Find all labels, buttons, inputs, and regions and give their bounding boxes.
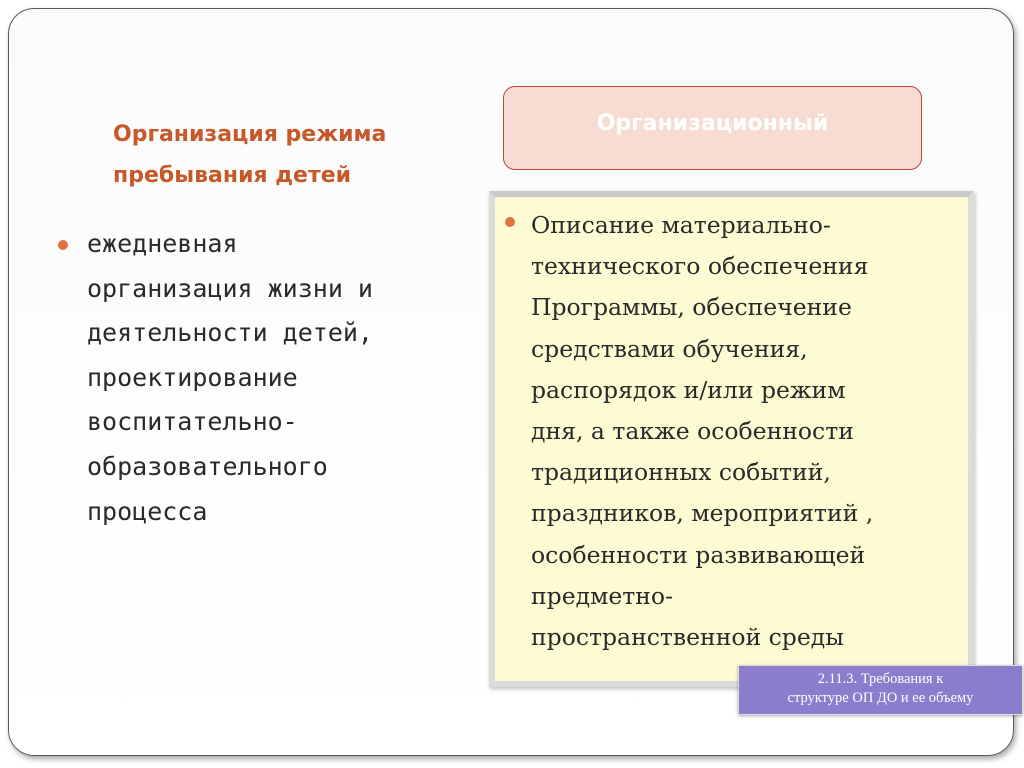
left-bullet-line: воспитательно-: [87, 407, 298, 437]
section-label-box: [503, 86, 922, 170]
right-bullet-line: Описание материально-: [531, 211, 831, 239]
content-box: [489, 191, 974, 687]
right-bullet-line: пространственной среды: [531, 623, 844, 652]
heading-line-2: пребывания детей: [113, 163, 352, 188]
left-bullet-item: [58, 222, 458, 534]
left-bullet-list: [58, 222, 458, 534]
left-bullet-line: организация жизни и: [87, 273, 373, 303]
right-bullet-line: предметно-: [531, 581, 674, 610]
bullet-dot-icon: [58, 240, 68, 250]
left-bullet-line: проектирование: [87, 362, 298, 392]
right-bullet-item: [531, 205, 971, 658]
right-bullet-line: Программы, обеспечение: [531, 293, 852, 322]
reference-line-2: структуре ОП ДО и ее объему: [787, 690, 974, 706]
right-bullet-line: традиционных событий,: [531, 458, 831, 487]
reference-link-button[interactable]: [738, 665, 1023, 715]
right-bullet-line: технического обеспечения: [531, 252, 869, 281]
reference-line-1: 2.11.3. Требования к: [817, 671, 944, 687]
right-bullet-line: распорядок и/или режим: [531, 375, 846, 404]
left-bullet-line: процесса: [87, 496, 208, 526]
right-bullet-line: дня, а также особенности: [531, 417, 854, 446]
bullet-dot-icon: [505, 217, 515, 227]
left-bullet-line: деятельности детей,: [87, 318, 373, 348]
heading-line-1: Организация режима: [113, 122, 387, 147]
section-label: Организационный: [596, 110, 829, 136]
right-bullet-line: особенности развивающей: [531, 540, 866, 569]
left-bullet-line: образовательного: [87, 451, 328, 481]
right-bullet-line: средствами обучения,: [531, 334, 808, 363]
right-bullet-line: праздников, мероприятий ,: [531, 499, 874, 528]
slide-heading: [113, 114, 473, 196]
left-bullet-line: ежедневная: [87, 229, 238, 258]
